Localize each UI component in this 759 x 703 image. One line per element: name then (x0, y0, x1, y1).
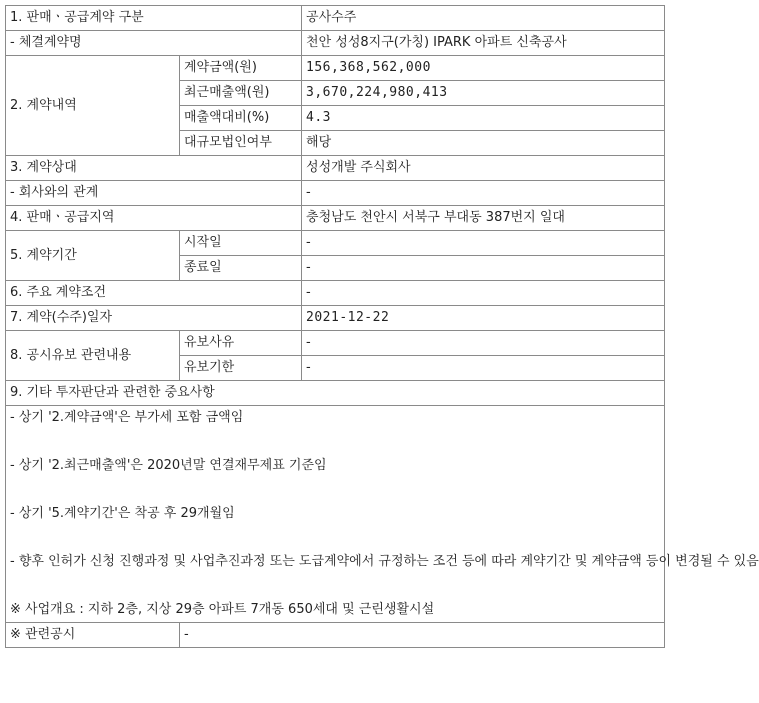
start-date-label: 시작일 (180, 231, 302, 256)
relationship-label: - 회사와의 관계 (6, 181, 302, 206)
large-corp-value: 해당 (302, 131, 665, 156)
note-line: - 상기 '5.계약기간'은 착공 후 29개월임 (10, 506, 235, 521)
contract-name-label: - 체결계약명 (6, 31, 302, 56)
recent-sales-value: 3,670,224,980,413 (302, 81, 665, 106)
row-other-matters-notes (6, 406, 665, 623)
supply-region-value: 충청남도 천안시 서북구 부대동 387번지 일대 (302, 206, 665, 231)
end-date-label: 종료일 (180, 256, 302, 281)
note-line: - 향후 인허가 신청 진행과정 및 사업추진과정 또는 도급계약에서 규정하는 조건 등에 따라 계약기간 및 계약금액 등이 변경될 수 있음 (10, 554, 759, 569)
sales-ratio-value: 4.3 (302, 106, 665, 131)
deferral-reason-label: 유보사유 (180, 331, 302, 356)
relationship-value: - (302, 181, 665, 206)
deferral-reason-value: - (302, 331, 665, 356)
row-contract-date (6, 306, 665, 331)
row-start-date (6, 231, 665, 256)
deferral-label: 8. 공시유보 관련내용 (6, 331, 180, 381)
row-contract-name (6, 31, 665, 56)
row-related-disclosure (6, 623, 665, 648)
row-contract-amount (6, 56, 665, 81)
deferral-deadline-value: - (302, 356, 665, 381)
related-disclosure-label: ※ 관련공시 (6, 623, 180, 648)
main-conditions-value: - (302, 281, 665, 306)
counterparty-value: 성성개발 주식회사 (302, 156, 665, 181)
contract-amount-value: 156,368,562,000 (302, 56, 665, 81)
note-line: - 상기 '2.계약금액'은 부가세 포함 금액임 (10, 410, 244, 425)
end-date-value: - (302, 256, 665, 281)
other-matters-label: 9. 기타 투자판단과 관련한 중요사항 (6, 381, 665, 406)
row-main-conditions (6, 281, 665, 306)
large-corp-label: 대규모법인여부 (180, 131, 302, 156)
row-contract-type (6, 6, 665, 31)
related-disclosure-value: - (180, 623, 665, 648)
recent-sales-label: 최근매출액(원) (180, 81, 302, 106)
row-counterparty (6, 156, 665, 181)
contract-details-label: 2. 계약내역 (6, 56, 180, 156)
contract-disclosure-table (5, 5, 759, 648)
contract-amount-label: 계약금액(원) (180, 56, 302, 81)
row-deferral-reason (6, 331, 665, 356)
contract-type-value: 공사수주 (302, 6, 665, 31)
note-line: ※ 사업개요 : 지하 2층, 지상 29층 아파트 7개동 650세대 및 근린생활시설 (10, 602, 435, 617)
note-line: - 상기 '2.최근매출액'은 2020년말 연결재무제표 기준임 (10, 458, 327, 473)
other-matters-notes (6, 406, 759, 623)
contract-date-label: 7. 계약(수주)일자 (6, 306, 302, 331)
sales-ratio-label: 매출액대비(%) (180, 106, 302, 131)
contract-date-value: 2021-12-22 (302, 306, 665, 331)
contract-period-label: 5. 계약기간 (6, 231, 180, 281)
disclosure-document (5, 5, 759, 648)
contract-type-label: 1. 판매ㆍ공급계약 구분 (6, 6, 302, 31)
start-date-value: - (302, 231, 665, 256)
counterparty-label: 3. 계약상대 (6, 156, 302, 181)
supply-region-label: 4. 판매ㆍ공급지역 (6, 206, 302, 231)
row-relationship (6, 181, 665, 206)
contract-name-value: 천안 성성8지구(가칭) IPARK 아파트 신축공사 (302, 31, 665, 56)
main-conditions-label: 6. 주요 계약조건 (6, 281, 302, 306)
row-other-matters-header (6, 381, 665, 406)
deferral-deadline-label: 유보기한 (180, 356, 302, 381)
row-supply-region (6, 206, 665, 231)
